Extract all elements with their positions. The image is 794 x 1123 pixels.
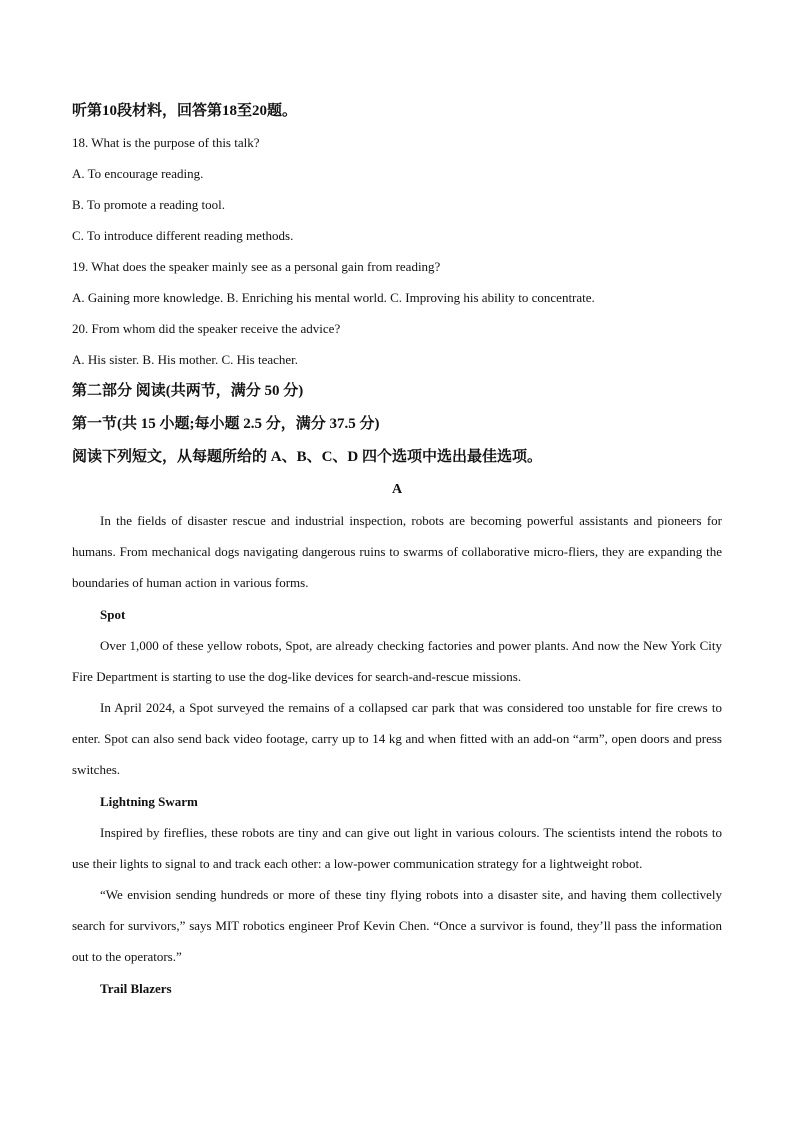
document-page [72, 96, 722, 1004]
section1-title: 第一节(共 15 小题;每小题 2.5 分，满分 37.5 分) [72, 416, 380, 432]
part2-title: 第二部分 阅读(共两节，满分 50 分) [72, 383, 304, 399]
q18-option-a: A. To encourage reading. [72, 166, 204, 181]
reading-instruction: 阅读下列短文，从每题所给的 A、B、C、D 四个选项中选出最佳选项。 [72, 449, 543, 465]
subheading-lightning-swarm: Lightning Swarm [100, 793, 198, 809]
passage-letter: A [391, 482, 403, 497]
question-20: 20. From whom did the speaker receive the advice? [72, 321, 341, 336]
q18-option-c: C. To introduce different reading methods. [72, 228, 294, 243]
q20-options: A. His sister. B. His mother. C. His teacher. [72, 352, 299, 367]
question-19: 19. What does the speaker mainly see as a personal gain from reading? [72, 259, 441, 274]
q18-option-b: B. To promote a reading tool. [72, 197, 226, 212]
subheading-trail-blazers: Trail Blazers [100, 980, 172, 996]
listening-instruction: 听第10段材料，回答第18至20题。 [72, 103, 298, 119]
spot-paragraph-1: Over 1,000 of these yellow robots, Spot, are already checking factories and power plants. And now the New York City Fire Department is starting to use the dog-like devices for search-and-rescue missions. [72, 637, 722, 684]
spot-paragraph-2: In April 2024, a Spot surveyed the remains of a collapsed car park that was considered too unstable for fire crews to enter. Spot can also send back video footage, carry up to 14 kg and when fitted with an add-on “arm”, open doors and press switches. [72, 700, 722, 778]
swarm-paragraph-1: Inspired by fireflies, these robots are tiny and can give out light in various colours. The scientists intend the robots to use their lights to signal to and track each other: a low-power communication strategy for a lightweight robot. [72, 824, 722, 871]
passage-intro: In the fields of disaster rescue and industrial inspection, robots are becoming powerful assistants and pioneers for humans. From mechanical dogs navigating dangerous ruins to swarms of collaborative micro-fliers, they are expanding the boundaries of human action in various forms. [72, 513, 722, 591]
subheading-spot: Spot [100, 606, 126, 622]
swarm-paragraph-2: “We envision sending hundreds or more of these tiny flying robots into a disaster site, and having them collectively search for survivors,” says MIT robotics engineer Prof Kevin Chen. “Once a survivor is found, they’ll pass the information out to the operators.” [72, 887, 722, 965]
q19-options: A. Gaining more knowledge. B. Enriching his mental world. C. Improving his ability to concentrate. [72, 290, 595, 305]
question-18: 18. What is the purpose of this talk? [72, 135, 260, 150]
